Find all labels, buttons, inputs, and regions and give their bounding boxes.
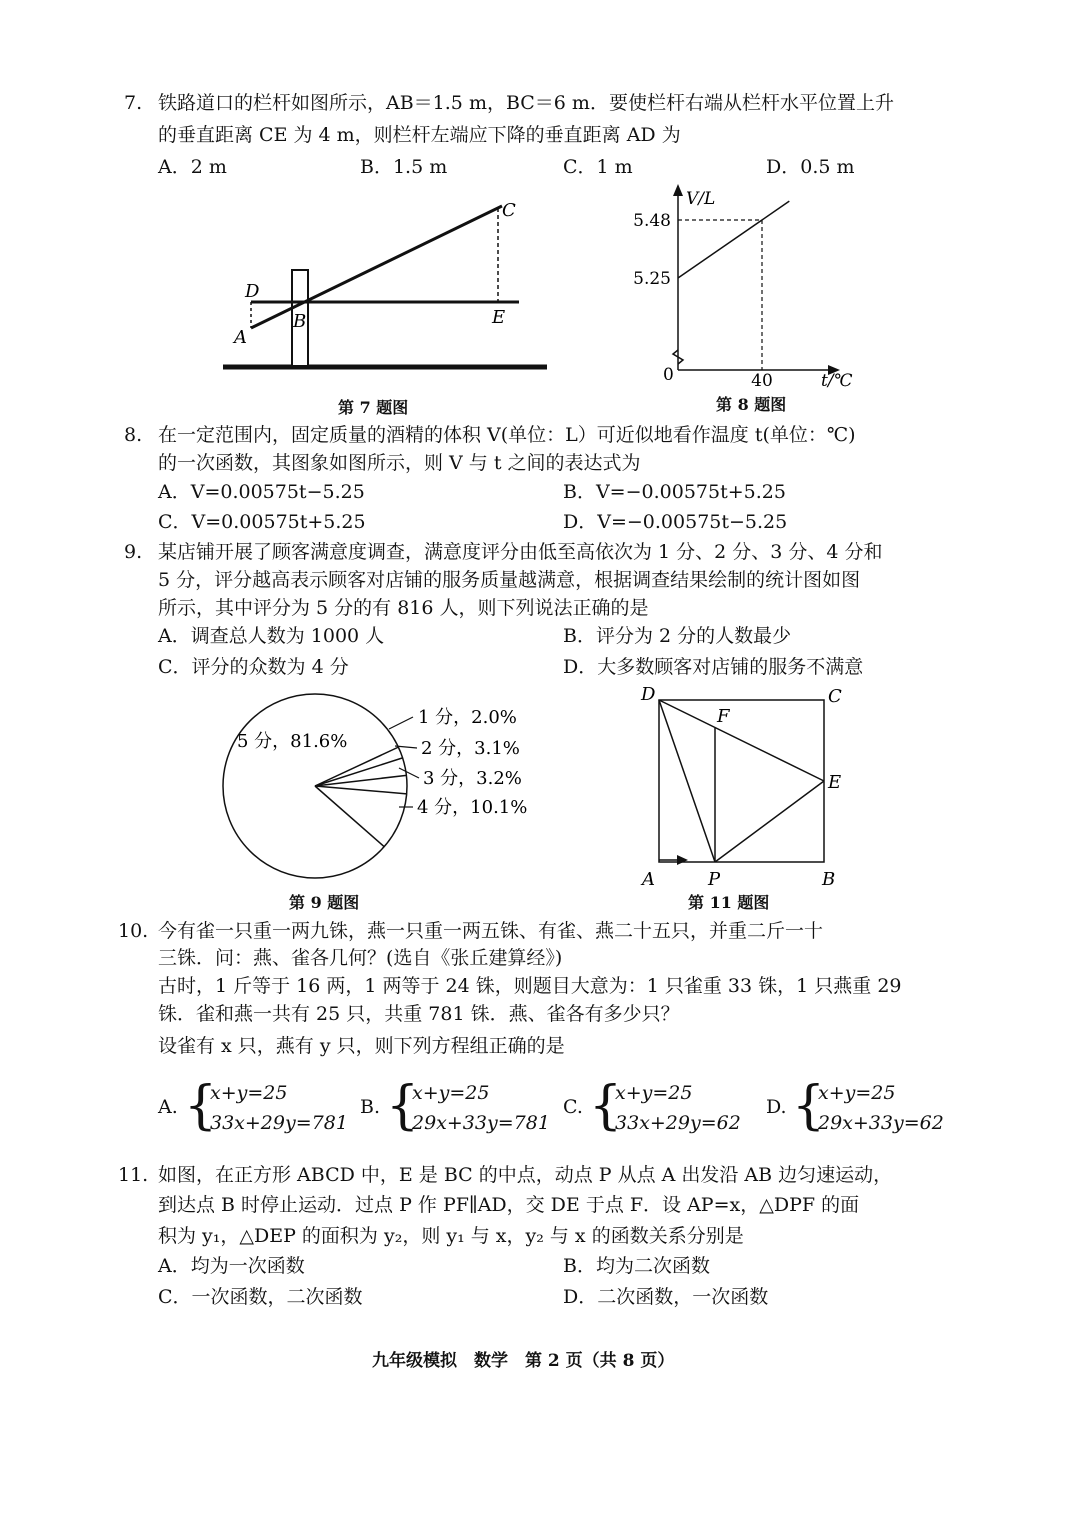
q9-line3: 所示，其中评分为 5 分的有 816 人，则下列说法正确的是 [158, 597, 649, 619]
q10-option-c [563, 1078, 763, 1140]
q11-option-b: B．均为二次函数 [563, 1255, 710, 1277]
q11-figure [632, 680, 852, 895]
q7-label-c: C [502, 200, 516, 221]
q9-slice-label-3: 3 分，3.2% [423, 768, 522, 789]
q10-option-d-brace: { [792, 1076, 826, 1136]
q8-line2: 的一次函数，其图象如图所示，则 V 与 t 之间的表达式为 [158, 452, 641, 474]
q8-origin-label: 0 [663, 365, 674, 385]
q10-line1: 今有雀一只重一两九铢，燕一只重一两五铢、有雀、燕二十五只，并重二斤一十 [158, 920, 824, 942]
q9-slice-label-2: 2 分，3.1% [421, 738, 520, 759]
q10-option-b-brace: { [386, 1076, 420, 1136]
q9-leader-1 [389, 717, 413, 729]
q7-raised-bar [251, 206, 502, 328]
q7-label-b: B [293, 311, 307, 332]
q11-label-f: F [717, 706, 730, 727]
q10-option-a-label: A. [158, 1096, 178, 1118]
q9-pie-chart [215, 692, 545, 882]
page-footer: 九年级模拟 数学 第 2 页（共 8 页） [372, 1351, 675, 1371]
q10-option-a [158, 1078, 358, 1140]
q11-line1: 如图，在正方形 ABCD 中，E 是 BC 的中点，动点 P 从点 A 出发沿 AB 边匀速运动， [158, 1164, 893, 1186]
q9-number: 9. [124, 541, 143, 563]
q11-line2: 到达点 B 时停止运动．过点 P 作 PF∥AD，交 DE 于点 F．设 AP=x，△DPF 的面 [158, 1194, 860, 1216]
q9-option-b: B．评分为 2 分的人数最少 [563, 625, 792, 647]
q8-number: 8. [124, 424, 143, 446]
q8-option-b: B．V=−0.00575t+5.25 [563, 481, 786, 503]
q7-line2: 的垂直距离 CE 为 4 m，则栏杆左端应下降的垂直距离 AD 为 [158, 124, 681, 146]
q10-option-d-eq2: 29x+33y=62 [818, 1112, 944, 1134]
q8-option-a: A．V=0.00575t−5.25 [158, 481, 365, 503]
q9-slice-label-5: 5 分，81.6% [237, 731, 348, 752]
q10-option-c-label: C. [563, 1096, 583, 1118]
q10-line2: 三铢．问：燕、雀各几何？(选自《张丘建算经》) [158, 947, 563, 969]
q10-option-b [360, 1078, 560, 1140]
q11-option-c: C．一次函数，二次函数 [158, 1286, 363, 1308]
q8-x-axis-label: t/℃ [821, 371, 853, 390]
q11-option-d: D．二次函数，一次函数 [563, 1286, 769, 1308]
q10-line3: 古时，1 斤等于 16 两，1 两等于 24 铢，则题目大意为：1 只雀重 33 铢，1 只燕重 29 [158, 975, 902, 997]
q7-option-c: C．1 m [563, 156, 633, 178]
q8-y-axis-arrow [673, 184, 683, 196]
q10-option-a-eq2: 33x+29y=781 [210, 1112, 348, 1134]
q8-chart [620, 178, 870, 390]
q11-label-d: D [641, 684, 656, 705]
q10-option-b-eq1: x+y=25 [412, 1082, 490, 1104]
q9-slice-label-1: 1 分，2.0% [418, 707, 517, 728]
q9-caption: 第 9 题图 [289, 893, 360, 912]
q7-caption: 第 7 题图 [338, 398, 409, 417]
q11-option-a: A．均为一次函数 [158, 1255, 305, 1277]
q8-y-tick-label-bottom: 5.25 [633, 269, 671, 289]
q7-number: 7. [124, 92, 143, 114]
q10-option-c-eq2: 33x+29y=62 [615, 1112, 741, 1134]
q10-option-d [766, 1078, 966, 1140]
q7-option-d: D．0.5 m [766, 156, 855, 178]
q11-line3: 积为 y₁，△DEP 的面积为 y₂，则 y₁ 与 x，y₂ 与 x 的函数关系分别是 [158, 1225, 744, 1247]
q7-option-b: B．1.5 m [360, 156, 448, 178]
q8-y-axis-label: V/L [686, 189, 716, 209]
q8-option-d: D．V=−0.00575t−5.25 [563, 511, 788, 533]
q9-line1: 某店铺开展了顾客满意度调查，满意度评分由低至高依次为 1 分、2 分、3 分、4 分和 [158, 541, 883, 563]
q10-line5: 设雀有 x 只，燕有 y 只，则下列方程组正确的是 [158, 1035, 565, 1057]
q7-label-e: E [492, 307, 506, 328]
q10-line4: 铢．雀和燕一共有 25 只，共重 781 铢．燕、雀各有多少只？ [158, 1003, 680, 1025]
q8-caption: 第 8 题图 [716, 395, 787, 414]
q8-option-c: C．V=0.00575t+5.25 [158, 511, 366, 533]
q10-option-a-eq1: x+y=25 [210, 1082, 288, 1104]
q11-label-a: A [642, 869, 655, 890]
q11-number: 11. [118, 1164, 149, 1186]
q10-option-c-brace: { [589, 1076, 623, 1136]
q11-label-c: C [828, 686, 842, 707]
q10-option-d-label: D. [766, 1096, 787, 1118]
q7-label-a: A [234, 327, 247, 348]
q10-number: 10. [118, 920, 149, 942]
q8-y-tick-label-top: 5.48 [633, 211, 671, 231]
q8-x-tick-label: 40 [751, 371, 773, 390]
q10-option-c-eq1: x+y=25 [615, 1082, 693, 1104]
q8-line1: 在一定范围内，固定质量的酒精的体积 V(单位：L）可近似地看作温度 t(单位：℃) [158, 424, 856, 446]
q7-option-a: A．2 m [158, 156, 227, 178]
q9-option-c: C．评分的众数为 4 分 [158, 656, 349, 678]
q11-label-b: B [822, 869, 836, 890]
q10-option-b-label: B. [360, 1096, 381, 1118]
q11-caption: 第 11 题图 [688, 893, 770, 912]
q9-line2: 5 分，评分越高表示顾客对店铺的服务质量越满意，根据调查结果绘制的统计图如图 [158, 569, 861, 591]
q11-label-p: P [708, 869, 721, 890]
q9-slice-label-4: 4 分，10.1% [417, 797, 528, 818]
q9-option-d: D．大多数顾客对店铺的服务不满意 [563, 656, 864, 678]
q7-figure [215, 190, 560, 385]
q10-option-d-eq1: x+y=25 [818, 1082, 896, 1104]
q10-option-b-eq2: 29x+33y=781 [412, 1112, 550, 1134]
q10-option-a-brace: { [184, 1076, 218, 1136]
q9-option-a: A．调查总人数为 1000 人 [158, 625, 385, 647]
q8-series-line [678, 201, 789, 278]
q7-line1: 铁路道口的栏杆如图所示，AB＝1.5 m，BC＝6 m．要使栏杆右端从栏杆水平位置上升 [158, 92, 894, 114]
q7-label-d: D [245, 281, 260, 302]
q11-square-abcd [659, 700, 824, 862]
q11-label-e: E [828, 772, 842, 793]
